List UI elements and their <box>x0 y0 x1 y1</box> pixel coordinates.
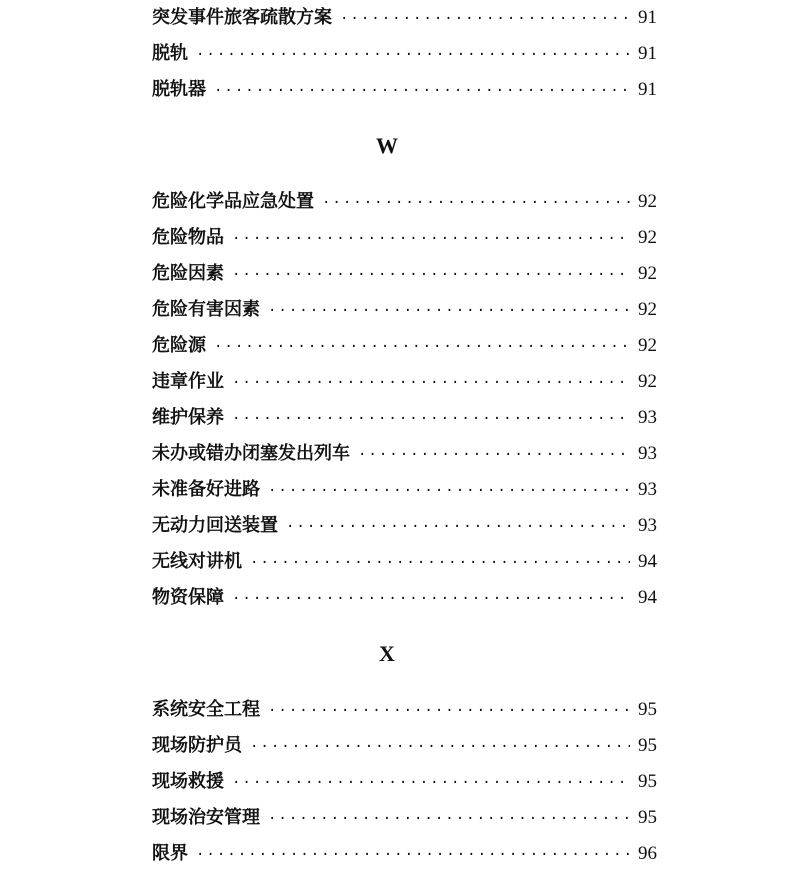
entry-term: 危险源 <box>152 335 206 356</box>
dot-leader <box>250 729 630 765</box>
dot-leader <box>268 473 630 509</box>
index-entry <box>152 836 657 872</box>
index-entry <box>152 400 657 436</box>
entry-term: 现场治安管理 <box>152 807 260 828</box>
dot-leader <box>232 765 630 801</box>
dot-leader <box>232 581 630 617</box>
dot-leader <box>286 509 630 545</box>
index-entry <box>152 184 657 220</box>
entry-term: 维护保养 <box>152 407 224 428</box>
entry-term: 现场防护员 <box>152 735 242 756</box>
entry-term: 危险物品 <box>152 227 224 248</box>
index-entry <box>152 692 657 728</box>
entry-term: 物资保障 <box>152 587 224 608</box>
index-section-x <box>152 636 657 872</box>
dot-leader <box>322 185 630 221</box>
entry-page-number: 93 <box>638 443 657 464</box>
section-letter-heading: W <box>376 133 398 158</box>
dot-leader <box>196 837 630 873</box>
dot-leader <box>268 801 630 837</box>
index-entry <box>152 472 657 508</box>
entry-term: 限界 <box>152 843 188 864</box>
entry-term: 现场救援 <box>152 771 224 792</box>
entry-page-number: 95 <box>638 807 657 828</box>
entry-page-number: 95 <box>638 771 657 792</box>
entry-term: 无线对讲机 <box>152 551 242 572</box>
dot-leader <box>250 545 630 581</box>
dot-leader <box>358 437 630 473</box>
index-section-w <box>152 128 657 616</box>
dot-leader <box>214 329 630 365</box>
entry-page-number: 95 <box>638 735 657 756</box>
index-page <box>152 0 657 872</box>
entry-term: 脱轨 <box>152 43 188 64</box>
index-entry <box>152 364 657 400</box>
entry-page-number: 92 <box>638 299 657 320</box>
index-entry <box>152 292 657 328</box>
entry-page-number: 93 <box>638 479 657 500</box>
entry-term: 危险有害因素 <box>152 299 260 320</box>
index-entry <box>152 544 657 580</box>
index-entry <box>152 256 657 292</box>
index-entry <box>152 580 657 616</box>
index-entry <box>152 72 657 108</box>
entry-page-number: 92 <box>638 335 657 356</box>
entry-term: 违章作业 <box>152 371 224 392</box>
dot-leader <box>232 257 630 293</box>
entry-term: 无动力回送装置 <box>152 515 278 536</box>
entry-page-number: 94 <box>638 551 657 572</box>
dot-leader <box>232 401 630 437</box>
dot-leader <box>232 365 630 401</box>
entry-page-number: 96 <box>638 843 657 864</box>
dot-leader <box>268 293 630 329</box>
entry-page-number: 92 <box>638 191 657 212</box>
index-entry <box>152 800 657 836</box>
index-entry <box>152 728 657 764</box>
index-entry <box>152 764 657 800</box>
entry-term: 突发事件旅客疏散方案 <box>152 7 332 28</box>
section-letter-heading: X <box>379 641 395 666</box>
index-section <box>152 0 657 108</box>
entry-term: 危险化学品应急处置 <box>152 191 314 212</box>
entry-term: 未准备好进路 <box>152 479 260 500</box>
entry-page-number: 91 <box>638 79 657 100</box>
index-entry <box>152 36 657 72</box>
entry-page-number: 92 <box>638 227 657 248</box>
entry-page-number: 94 <box>638 587 657 608</box>
entry-term: 系统安全工程 <box>152 699 260 720</box>
entry-page-number: 92 <box>638 263 657 284</box>
entry-term: 未办或错办闭塞发出列车 <box>152 443 350 464</box>
entry-page-number: 93 <box>638 515 657 536</box>
dot-leader <box>232 221 630 257</box>
index-entry <box>152 508 657 544</box>
index-entry <box>152 220 657 256</box>
entry-page-number: 91 <box>638 7 657 28</box>
index-entry <box>152 328 657 364</box>
entry-page-number: 91 <box>638 43 657 64</box>
index-entry <box>152 436 657 472</box>
dot-leader <box>196 37 630 73</box>
entry-page-number: 92 <box>638 371 657 392</box>
entry-page-number: 95 <box>638 699 657 720</box>
entry-page-number: 93 <box>638 407 657 428</box>
entry-term: 危险因素 <box>152 263 224 284</box>
dot-leader <box>340 1 630 37</box>
dot-leader <box>268 693 630 729</box>
dot-leader <box>214 73 630 109</box>
index-entry <box>152 0 657 36</box>
entry-term: 脱轨器 <box>152 79 206 100</box>
